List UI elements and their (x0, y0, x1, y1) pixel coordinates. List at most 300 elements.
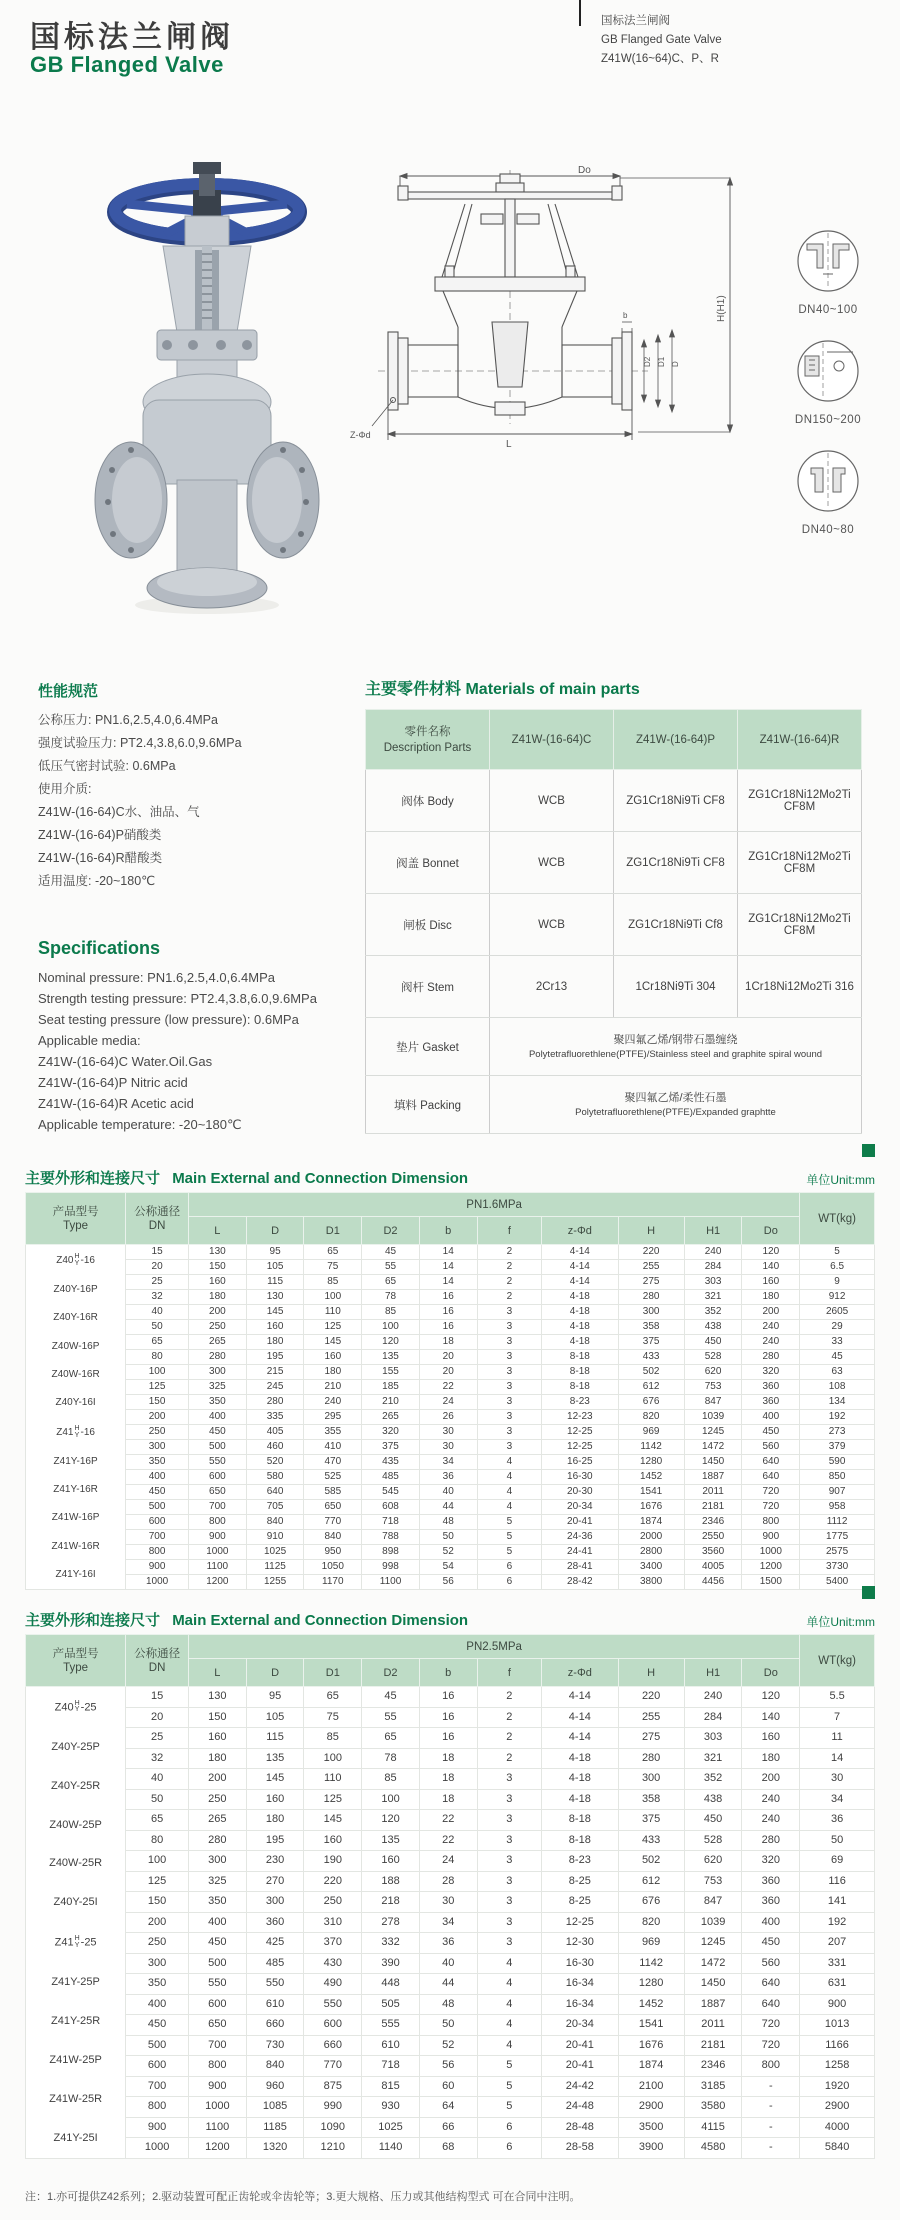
materials-value-cell: ZG1Cr18Ni9Ti CF8 (614, 832, 738, 894)
materials-header-model: Z41W-(16-64)R (738, 710, 862, 770)
type-label: Z41W-25R (49, 2092, 103, 2105)
table-cell: 63 (800, 1365, 875, 1380)
table-cell: 490 (304, 1974, 362, 1995)
table-cell: 1200 (189, 1575, 247, 1590)
table-cell: 1200 (742, 1560, 800, 1575)
table-cell: 75 (304, 1260, 362, 1275)
table-cell: 192 (800, 1410, 875, 1425)
table-cell: 500 (126, 1500, 189, 1515)
table-row (26, 1470, 875, 1485)
specification-line: Nominal pressure: PN1.6,2.5,4.0,6.4MPa (38, 970, 276, 985)
table-cell: 1887 (684, 1994, 742, 2015)
table-cell: 45 (362, 1687, 420, 1708)
table-cell: 284 (684, 1260, 742, 1275)
table-cell: 1280 (618, 1455, 684, 1470)
table-cell: 433 (618, 1350, 684, 1365)
table-cell: 4-18 (542, 1305, 618, 1320)
table-cell: 80 (126, 1830, 189, 1851)
table-row (26, 1245, 875, 1260)
table-cell: 1100 (362, 1575, 420, 1590)
table-cell: 500 (189, 1953, 247, 1974)
table-cell: 847 (684, 1892, 742, 1913)
table-cell: 1090 (304, 2117, 362, 2138)
table-cell: 14 (419, 1275, 477, 1290)
table-cell: 85 (362, 1305, 420, 1320)
materials-part-cell: 阀杆 Stem (366, 956, 490, 1018)
table-cell: 350 (189, 1892, 247, 1913)
performance-line: 低压气密封试验: 0.6MPa (38, 759, 176, 773)
dim-column-header: H1 (684, 1217, 742, 1245)
table-cell: 8-18 (542, 1810, 618, 1831)
table-cell: 65 (126, 1810, 189, 1831)
dim-column-header: b (419, 1217, 477, 1245)
table-row (26, 1455, 875, 1470)
table-cell: 48 (419, 1515, 477, 1530)
table-cell: 33 (800, 1335, 875, 1350)
dim-header-dn: 公称通径 DN (126, 1635, 189, 1687)
table-cell: 4 (477, 1500, 542, 1515)
table-cell: 470 (304, 1455, 362, 1470)
table-cell: 265 (189, 1335, 247, 1350)
type-label: Z40W-16R (51, 1368, 100, 1380)
type-label: Z40Y-16R (53, 1312, 98, 1324)
table-cell: 105 (246, 1707, 304, 1728)
materials-part-cell: 闸板 Disc (366, 894, 490, 956)
table-cell: 100 (126, 1851, 189, 1872)
table-cell: 29 (800, 1320, 875, 1335)
table-cell: 1140 (362, 2138, 420, 2159)
table-cell: 32 (126, 1748, 189, 1769)
table-cell: 898 (362, 1545, 420, 1560)
table-cell: 1280 (618, 1974, 684, 1995)
table-cell: 2346 (684, 1515, 742, 1530)
dim-column-header: H (618, 1217, 684, 1245)
dim-header-row-1 (26, 1635, 875, 1659)
table-cell: 240 (742, 1789, 800, 1810)
table-cell: 8-18 (542, 1830, 618, 1851)
table-cell: 115 (246, 1728, 304, 1749)
dim-label-h: H(H1) (716, 295, 727, 322)
table-cell: 1472 (684, 1440, 742, 1455)
table-row (26, 1515, 875, 1530)
table-cell: 4456 (684, 1575, 742, 1590)
table-cell: 100 (362, 1320, 420, 1335)
dim-column-header: D2 (362, 1217, 420, 1245)
table-cell: 245 (246, 1380, 304, 1395)
table-row (26, 1830, 875, 1851)
table-cell: 676 (618, 1892, 684, 1913)
table-cell: 3 (477, 1851, 542, 1872)
dimension-table-1-titlebar (25, 1158, 875, 1188)
table-cell: 550 (189, 1974, 247, 1995)
table-cell: 24-41 (542, 1545, 618, 1560)
table-cell: 1050 (304, 1560, 362, 1575)
table-cell: 700 (126, 1530, 189, 1545)
table-cell: 3 (477, 1789, 542, 1810)
table-cell: 1013 (800, 2015, 875, 2036)
table-cell: 60 (419, 2076, 477, 2097)
table-cell: 280 (618, 1290, 684, 1305)
table-cell: 11 (800, 1728, 875, 1749)
performance-line: 适用温度: -20~180℃ (38, 874, 156, 888)
table-cell: 140 (742, 1260, 800, 1275)
table-cell: 900 (126, 2117, 189, 2138)
table-row (26, 1365, 875, 1380)
table-cell: 20-41 (542, 2035, 618, 2056)
type-label: Z41Y-16R (53, 1484, 98, 1496)
detail-callout (758, 228, 898, 316)
table-row (26, 1687, 875, 1708)
materials-header-part-en: Description Parts (383, 741, 472, 754)
table-cell: 320 (742, 1365, 800, 1380)
materials-value-cell: ZG1Cr18Ni9Ti CF8 (614, 770, 738, 832)
table-cell: 753 (684, 1871, 742, 1892)
dimension-table-pn16 (25, 1192, 875, 1590)
table-cell: 4 (477, 2015, 542, 2036)
table-cell: 18 (419, 1748, 477, 1769)
table-cell: 4-14 (542, 1245, 618, 1260)
table-cell: 110 (304, 1305, 362, 1320)
table-row (26, 1851, 875, 1872)
table-cell: 1025 (362, 2117, 420, 2138)
table-cell: 900 (742, 1530, 800, 1545)
dim-column-header: L (189, 1659, 247, 1687)
table-cell: 20-34 (542, 2015, 618, 2036)
table-row (26, 1560, 875, 1575)
table-cell: 1541 (618, 1485, 684, 1500)
table-cell: 44 (419, 1500, 477, 1515)
table-cell: 32 (126, 1290, 189, 1305)
table-cell: 502 (618, 1365, 684, 1380)
materials-value-cell: ZG1Cr18Ni12Mo2Ti CF8M (738, 770, 862, 832)
table-cell: 30 (419, 1892, 477, 1913)
type-label: Z41W-25P (49, 2053, 102, 2066)
table-cell: 900 (189, 1530, 247, 1545)
specification-line: Strength testing pressure: PT2.4,3.8,6.0,9.6MPa (38, 991, 317, 1006)
table-cell: 358 (618, 1320, 684, 1335)
table-cell: 700 (126, 2076, 189, 2097)
table-cell: 4 (477, 1994, 542, 2015)
table-cell: 265 (362, 1410, 420, 1425)
table-cell: 550 (304, 1994, 362, 2015)
table-cell: 2181 (684, 1500, 742, 1515)
table-cell: 192 (800, 1912, 875, 1933)
table-cell: 2000 (618, 1530, 684, 1545)
type-label: Z41Y-16P (53, 1456, 98, 1468)
table-cell: 3400 (618, 1560, 684, 1575)
table-cell: 1185 (246, 2117, 304, 2138)
table-cell: 360 (742, 1892, 800, 1913)
type-label: Z41W-16R (51, 1540, 100, 1552)
table-cell: 3 (477, 1810, 542, 1831)
table-cell: 40 (419, 1485, 477, 1500)
table-cell: 6.5 (800, 1260, 875, 1275)
dim-label-l: L (506, 439, 512, 450)
table-cell: 450 (684, 1335, 742, 1350)
table-cell: 20-41 (542, 2056, 618, 2077)
table-row (26, 1425, 875, 1440)
type-label: Z40W-25R (49, 1857, 103, 1870)
table-cell: 3185 (684, 2076, 742, 2097)
table-cell: 321 (684, 1290, 742, 1305)
detail-callouts (758, 228, 898, 558)
materials-span-cell (490, 1076, 862, 1134)
table-row (26, 1974, 875, 1995)
table-cell: 640 (246, 1485, 304, 1500)
table-cell: 448 (362, 1974, 420, 1995)
table-cell: 4 (477, 1455, 542, 1470)
table-cell: 358 (618, 1789, 684, 1810)
table-cell: 95 (246, 1687, 304, 1708)
table-cell: 321 (684, 1748, 742, 1769)
table-cell: 28-48 (542, 2117, 618, 2138)
page-title-en: GB Flanged Valve (30, 52, 224, 77)
type-label: Z41Y-16I (55, 1568, 96, 1580)
materials-value-cell: 2Cr13 (490, 956, 614, 1018)
type-label: Z41Y-25P (51, 1976, 100, 1989)
table-cell: 28-41 (542, 1560, 618, 1575)
table-cell: 2 (477, 1260, 542, 1275)
materials-row (366, 770, 862, 832)
table-cell: 331 (800, 1953, 875, 1974)
table-cell: 160 (362, 1851, 420, 1872)
table-cell: 16 (419, 1290, 477, 1305)
table-cell: 1166 (800, 2035, 875, 2056)
table-cell: 300 (126, 1953, 189, 1974)
table-cell: 130 (246, 1290, 304, 1305)
table-cell: 907 (800, 1485, 875, 1500)
table-cell: 676 (618, 1395, 684, 1410)
table-cell: 500 (126, 2035, 189, 2056)
dim-label-zphid: Z-Φd (350, 430, 371, 440)
table-cell: 505 (362, 1994, 420, 2015)
table-cell: 240 (684, 1687, 742, 1708)
materials-value-cell: ZG1Cr18Ni9Ti Cf8 (614, 894, 738, 956)
table-cell: 16 (419, 1707, 477, 1728)
dim-header-pressure-banner: PN2.5MPa (189, 1635, 800, 1659)
table-cell: 410 (304, 1440, 362, 1455)
table-cell: - (742, 2076, 800, 2097)
table-cell: 16-30 (542, 1953, 618, 1974)
table-row (26, 1707, 875, 1728)
table-cell: 125 (304, 1320, 362, 1335)
table-cell: 3 (477, 1380, 542, 1395)
table-row (26, 1350, 875, 1365)
table-cell: 160 (246, 1789, 304, 1810)
table-row (26, 1810, 875, 1831)
table-cell: 120 (742, 1245, 800, 1260)
table-cell: 125 (126, 1380, 189, 1395)
table-cell: 16-30 (542, 1470, 618, 1485)
table-cell: 3 (477, 1933, 542, 1954)
table-cell: 85 (304, 1728, 362, 1749)
dimension-table-2-title (25, 1609, 468, 1630)
table-cell: 4-14 (542, 1707, 618, 1728)
table-cell: 450 (126, 2015, 189, 2036)
table-cell: 2900 (800, 2097, 875, 2118)
table-cell: 180 (189, 1748, 247, 1769)
table-cell: 20-30 (542, 1485, 618, 1500)
materials-row (366, 956, 862, 1018)
table-cell: 1320 (246, 2138, 304, 2159)
unit-label: 单位Unit:mm (806, 1615, 875, 1629)
table-cell: 1450 (684, 1974, 742, 1995)
table-cell: 1100 (189, 1560, 247, 1575)
dim-header-weight: WT(kg) (800, 1193, 875, 1245)
table-cell: 2 (477, 1728, 542, 1749)
materials-value-cell: WCB (490, 894, 614, 956)
table-cell: 270 (246, 1871, 304, 1892)
table-cell: 135 (246, 1748, 304, 1769)
table-row (26, 2117, 875, 2138)
table-cell: 4 (477, 1953, 542, 1974)
table-cell: 34 (419, 1912, 477, 1933)
table-cell: 960 (246, 2076, 304, 2097)
dimension-table-2-titlebar (25, 1600, 875, 1630)
table-cell: 600 (304, 2015, 362, 2036)
table-cell: 36 (419, 1933, 477, 1954)
table-cell: 450 (189, 1425, 247, 1440)
table-cell: 50 (800, 1830, 875, 1851)
page-header (0, 0, 900, 100)
performance-line: Z41W-(16-64)R醋酸类 (38, 851, 163, 865)
table-row (26, 1395, 875, 1410)
table-cell: 753 (684, 1380, 742, 1395)
dim-column-header: L (189, 1217, 247, 1245)
table-cell: 650 (304, 1500, 362, 1515)
table-cell: 800 (189, 1515, 247, 1530)
type-label: Z41 H Y -16 (56, 1425, 95, 1439)
table-cell: 240 (742, 1320, 800, 1335)
table-cell: 900 (126, 1560, 189, 1575)
table-cell: 18 (419, 1335, 477, 1350)
table-cell: 5 (477, 1530, 542, 1545)
type-label: Z40Y-25I (53, 1896, 98, 1909)
table-cell: 8-25 (542, 1871, 618, 1892)
table-cell: 3 (477, 1335, 542, 1350)
table-cell: 240 (742, 1335, 800, 1350)
table-cell: 600 (189, 1470, 247, 1485)
table-row (26, 1500, 875, 1515)
table-cell: 3730 (800, 1560, 875, 1575)
table-cell: 16 (419, 1687, 477, 1708)
table-cell: 220 (304, 1871, 362, 1892)
table-cell: 788 (362, 1530, 420, 1545)
dim-label-d2: D2 (643, 356, 652, 367)
table-cell: 135 (362, 1830, 420, 1851)
table-cell: 600 (126, 2056, 189, 2077)
table-row (26, 2076, 875, 2097)
table-cell: 718 (362, 2056, 420, 2077)
table-row (26, 1335, 875, 1350)
materials-value-cell: ZG1Cr18Ni12Mo2Ti CF8M (738, 832, 862, 894)
materials-span-en: Polytetrafluorethlene(PTFE)/Stainless steel and graphite spiral wound (528, 1048, 823, 1060)
table-cell: 1112 (800, 1515, 875, 1530)
table-cell: 78 (362, 1748, 420, 1769)
table-cell: 160 (742, 1728, 800, 1749)
table-cell: 100 (304, 1748, 362, 1769)
detail-callout (758, 448, 898, 536)
table-cell: 195 (246, 1830, 304, 1851)
materials-row (366, 1018, 862, 1076)
table-cell: 24-42 (542, 2076, 618, 2097)
footnote: 注：1.亦可提供Z42系列；2.驱动装置可配正齿轮或伞齿轮等；3.更大规格、压力或其他结构型式 可在合同中注明。 (25, 2191, 581, 2203)
table-cell: 1142 (618, 1953, 684, 1974)
table-cell: 1255 (246, 1575, 304, 1590)
table-cell: 2 (477, 1707, 542, 1728)
table-cell: 65 (126, 1335, 189, 1350)
table-cell: 5 (477, 2097, 542, 2118)
callout-label: DN150~200 (794, 414, 862, 426)
dim-column-header: b (419, 1659, 477, 1687)
table-cell: 3 (477, 1350, 542, 1365)
table-cell: 273 (800, 1425, 875, 1440)
table-cell: 438 (684, 1789, 742, 1810)
table-cell: 730 (246, 2035, 304, 2056)
table-cell: 450 (742, 1425, 800, 1440)
dim-column-header: H1 (684, 1659, 742, 1687)
table-cell: 1000 (742, 1545, 800, 1560)
table-cell: 300 (618, 1305, 684, 1320)
table-cell: 580 (246, 1470, 304, 1485)
table-cell: 14 (419, 1245, 477, 1260)
table-cell: 4-18 (542, 1789, 618, 1810)
table-cell: 355 (304, 1425, 362, 1440)
table-cell: 15 (126, 1687, 189, 1708)
table-cell: 1541 (618, 2015, 684, 2036)
table-cell: 64 (419, 2097, 477, 2118)
table-cell: 390 (362, 1953, 420, 1974)
table-cell: 50 (126, 1789, 189, 1810)
dim-header-dn: 公称通径 DN (126, 1193, 189, 1245)
table-cell: 3580 (684, 2097, 742, 2118)
table-cell: 1245 (684, 1933, 742, 1954)
table-cell: 200 (189, 1305, 247, 1320)
table-cell: 400 (126, 1470, 189, 1485)
table-row (26, 1305, 875, 1320)
materials-title-zh: 主要零件材料 (365, 681, 462, 698)
table-cell: 220 (618, 1245, 684, 1260)
performance-block (38, 680, 358, 893)
table-cell: 5 (477, 2056, 542, 2077)
table-cell: 4-14 (542, 1260, 618, 1275)
table-cell: 840 (246, 1515, 304, 1530)
table-cell: 460 (246, 1440, 304, 1455)
table-cell: 150 (189, 1707, 247, 1728)
table-cell: 150 (126, 1395, 189, 1410)
table-cell: 310 (304, 1912, 362, 1933)
dimension-table-2-section (25, 1600, 875, 2159)
table-cell: 18 (419, 1789, 477, 1810)
table-cell: 4 (477, 1974, 542, 1995)
table-cell: 140 (742, 1707, 800, 1728)
table-cell: 68 (419, 2138, 477, 2159)
dim-column-header: f (477, 1217, 542, 1245)
table-cell: 352 (684, 1305, 742, 1320)
table-cell: 65 (304, 1687, 362, 1708)
table-cell: 295 (304, 1410, 362, 1425)
dim-label-d: D (671, 361, 680, 367)
table-cell: 56 (419, 2056, 477, 2077)
specification-line: Z41W-(16-64)R Acetic acid (38, 1096, 194, 1111)
table-cell: 438 (684, 1320, 742, 1335)
table-cell: 300 (189, 1365, 247, 1380)
table-cell: 405 (246, 1425, 304, 1440)
type-label: Z41 H Y -25 (54, 1935, 97, 1949)
table-cell: 400 (742, 1912, 800, 1933)
table-cell: 130 (189, 1687, 247, 1708)
materials-value-cell: WCB (490, 770, 614, 832)
